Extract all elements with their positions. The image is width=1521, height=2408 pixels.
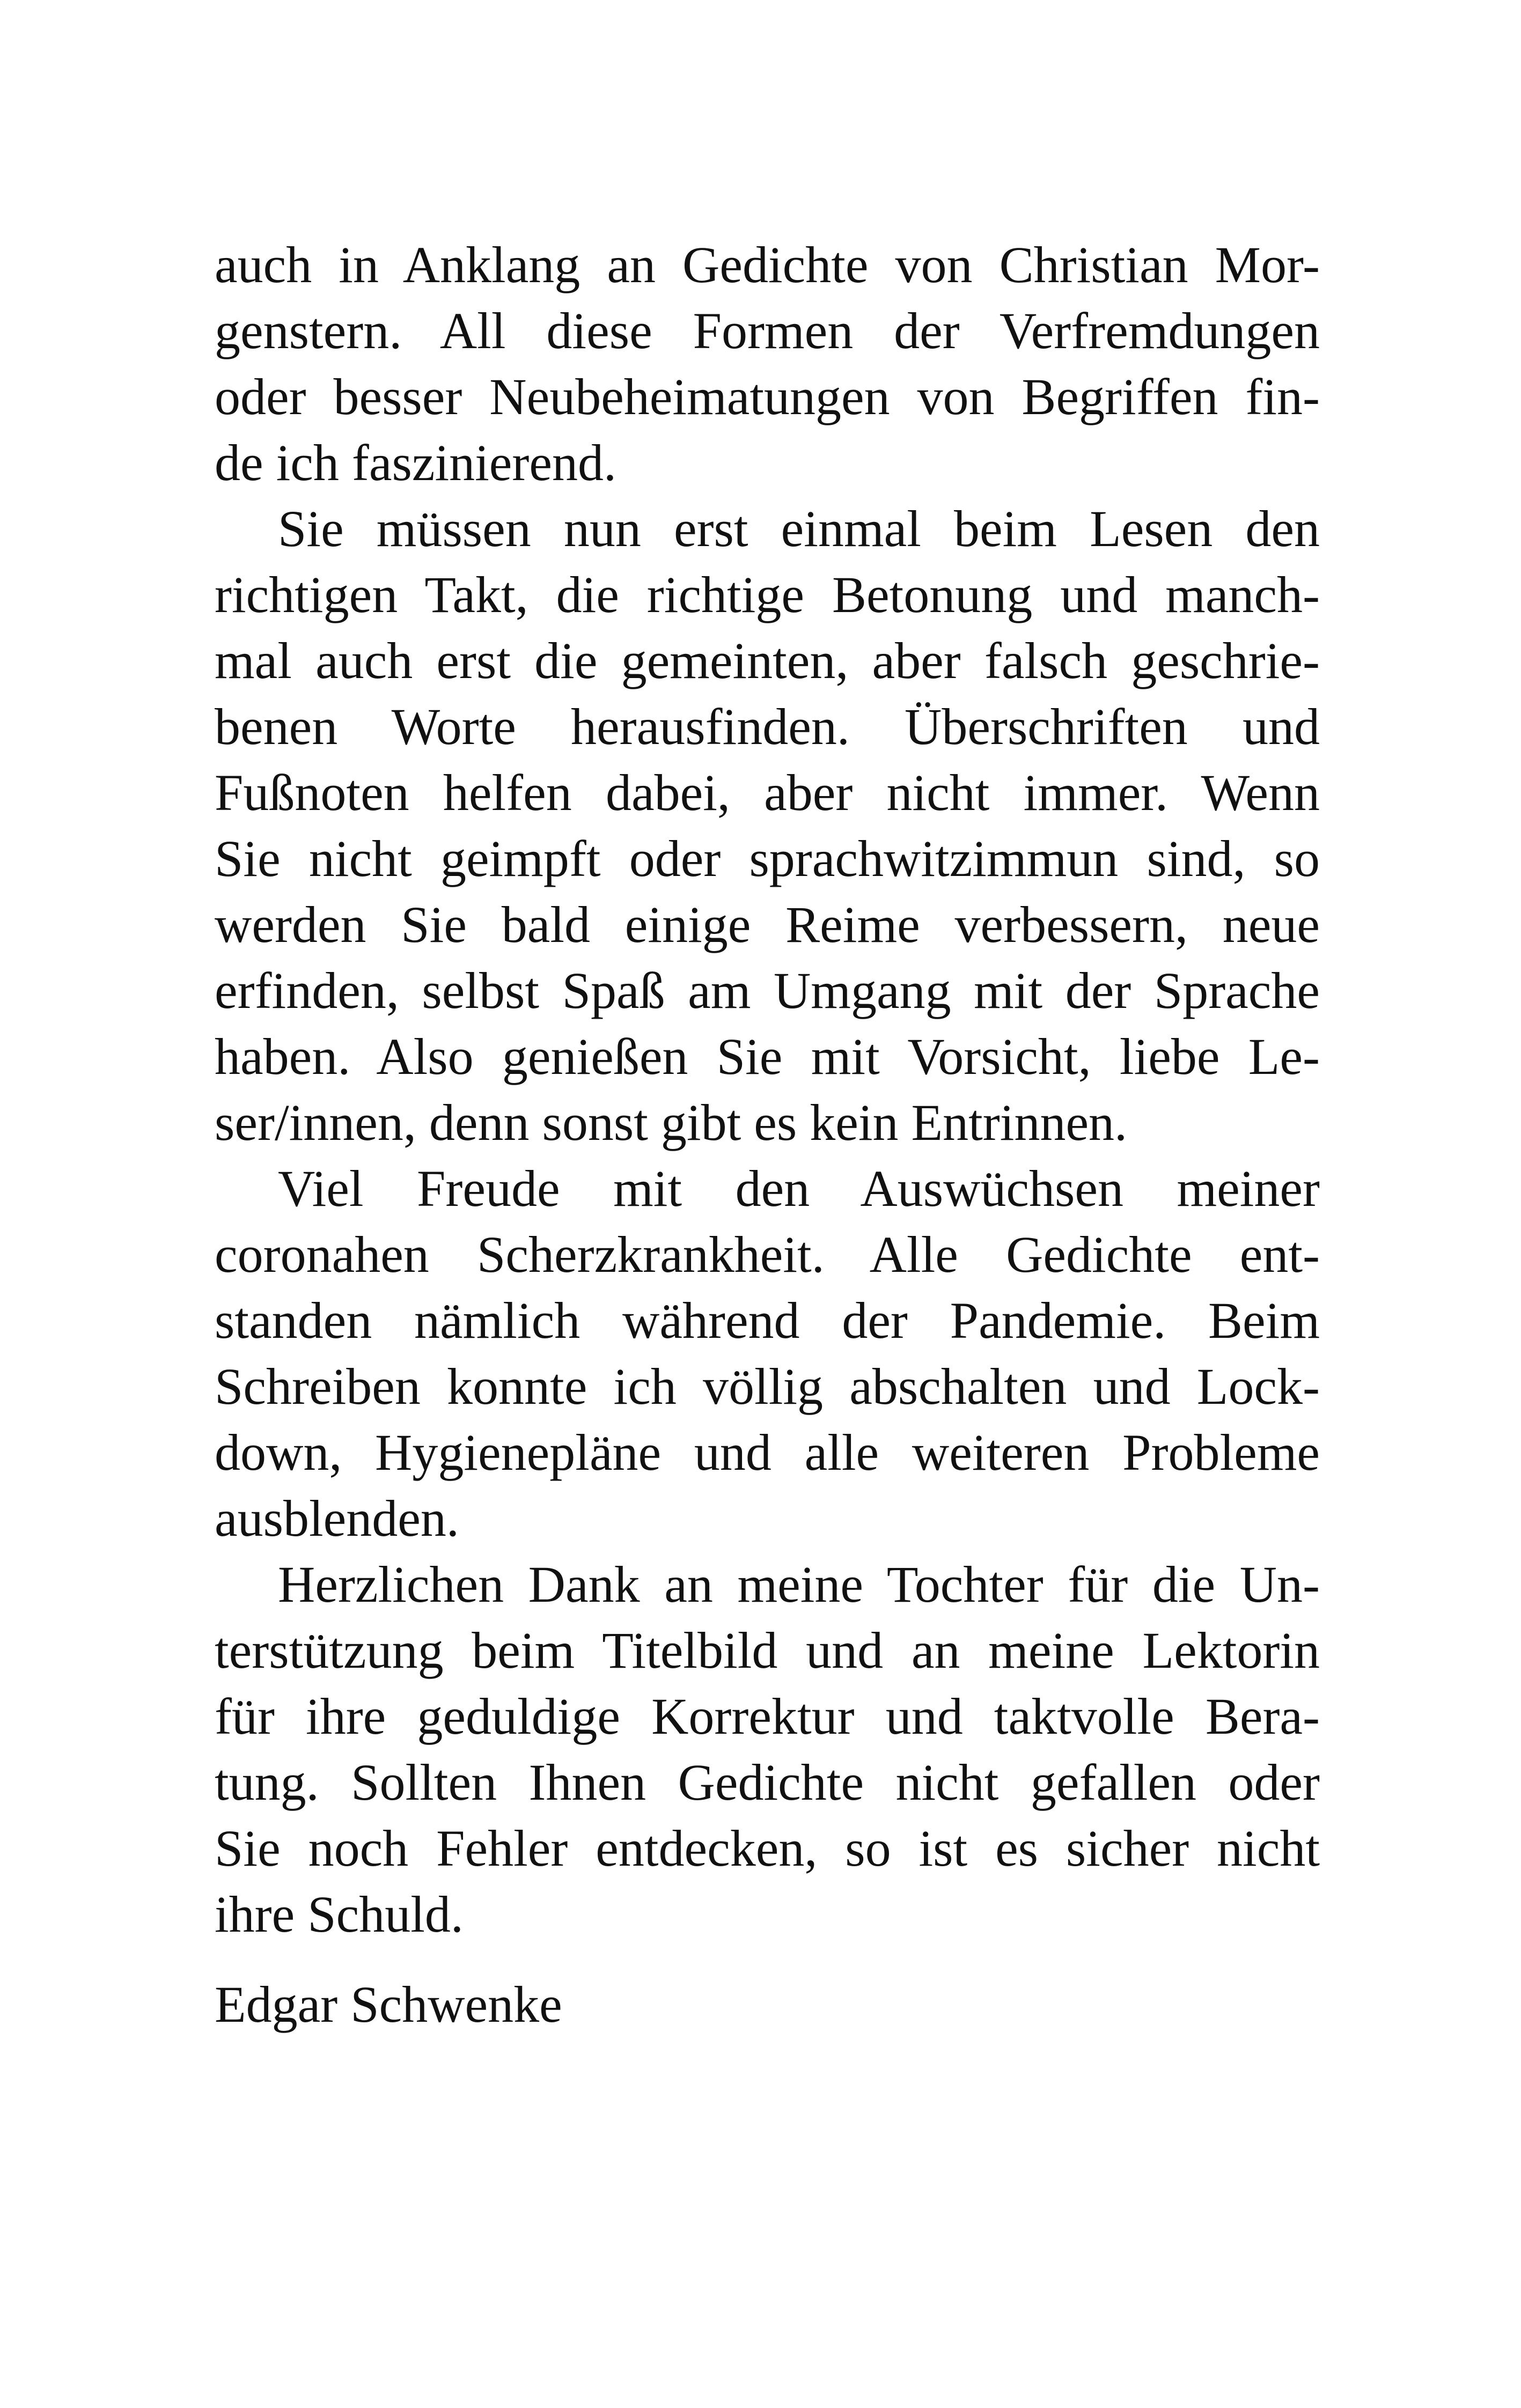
author-signature: Edgar Schwenke [215, 1976, 562, 2033]
text-line: mal auch erst die gemeinten, aber falsch geschrie- [215, 632, 1320, 689]
text-line: Fußnoten helfen dabei, aber nicht immer. Wenn [215, 764, 1320, 821]
text-line: tung. Sollten Ihnen Gedichte nicht gefallen oder [215, 1754, 1320, 1811]
text-line: erfinden, selbst Spaß am Umgang mit der Sprache [215, 962, 1320, 1019]
text-line: oder besser Neubeheimatungen von Begriffen fin- [215, 368, 1320, 425]
text-line: Schreiben konnte ich völlig abschalten und Lock- [215, 1358, 1320, 1415]
paragraph [215, 496, 1320, 1155]
text-line: down, Hygienepläne und alle weiteren Probleme [215, 1424, 1320, 1481]
text-line: benen Worte herausfinden. Überschriften und [215, 698, 1320, 755]
paragraph [215, 1155, 1320, 1551]
text-line: terstützung beim Titelbild und an meine Lektorin [215, 1622, 1320, 1679]
text-line: haben. Also genießen Sie mit Vorsicht, liebe Le- [215, 1028, 1320, 1085]
text-line: standen nämlich während der Pandemie. Beim [215, 1292, 1320, 1349]
text-line: ausblenden. [215, 1490, 459, 1547]
text-line: Viel Freude mit den Auswüchsen meiner [278, 1160, 1320, 1217]
text-line: de ich faszinierend. [215, 434, 616, 491]
text-line: ser/innen, denn sonst gibt es kein Entrinnen. [215, 1094, 1128, 1151]
text-line: coronahen Scherzkrankheit. Alle Gedichte ent- [215, 1226, 1320, 1283]
text-line: Sie müssen nun erst einmal beim Lesen den [278, 500, 1320, 557]
text-line: Herzlichen Dank an meine Tochter für die Un- [278, 1556, 1320, 1613]
text-line: genstern. All diese Formen der Verfremdungen [215, 302, 1320, 359]
text-line: Sie nicht geimpft oder sprachwitzimmun sind, so [215, 830, 1320, 887]
text-line: auch in Anklang an Gedichte von Christian Mor- [215, 236, 1320, 293]
paragraph [215, 232, 1320, 496]
text-line: werden Sie bald einige Reime verbessern, neue [215, 896, 1320, 953]
text-line: ihre Schuld. [215, 1886, 464, 1943]
paragraph [215, 1551, 1320, 1947]
text-line: richtigen Takt, die richtige Betonung und manch- [215, 566, 1320, 623]
body-text [215, 232, 1320, 1947]
text-line: für ihre geduldige Korrektur und taktvolle Bera- [215, 1688, 1320, 1745]
text-line: Sie noch Fehler entdecken, so ist es sicher nicht [215, 1820, 1320, 1877]
